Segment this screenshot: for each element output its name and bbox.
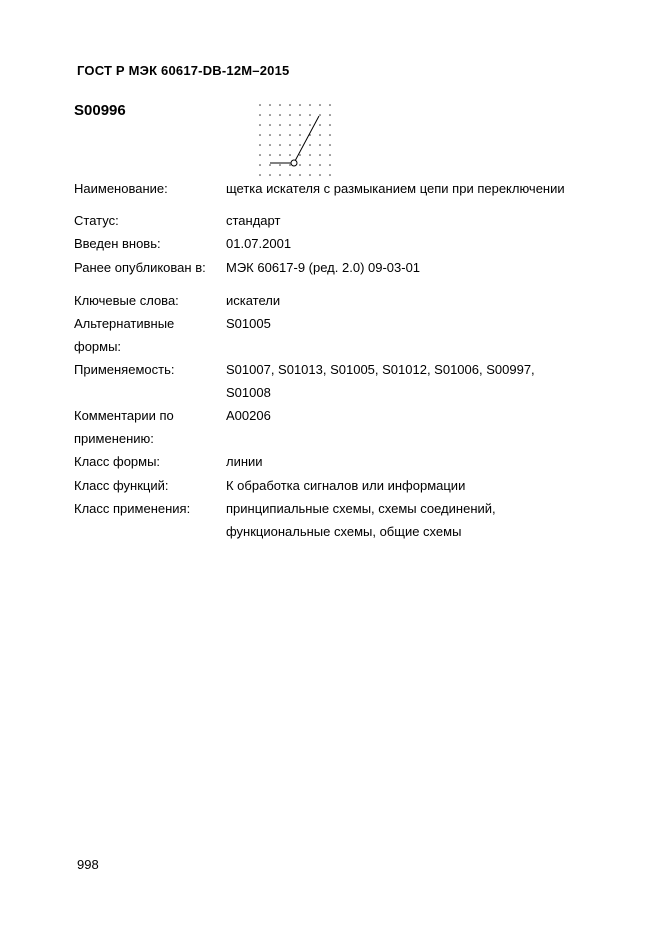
symbol-graphic [255, 100, 335, 180]
field-value: принципиальные схемы, схемы соединений, [226, 501, 496, 516]
pivot-circle [291, 160, 297, 166]
field-value: К обработка сигналов или информации [226, 478, 466, 493]
field-label: Наименование: [74, 181, 168, 196]
field-value: S01008 [226, 385, 271, 400]
page-number: 998 [77, 857, 99, 872]
field-label: Ключевые слова: [74, 293, 179, 308]
field-label: Комментарии по [74, 408, 174, 423]
field-label: формы: [74, 339, 122, 354]
symbol-id: S00996 [74, 102, 126, 119]
field-label: Класс формы: [74, 454, 161, 469]
field-label: применению: [74, 431, 154, 446]
field-value: стандарт [226, 213, 281, 228]
field-value: линии [226, 454, 263, 469]
field-value: функциональные схемы, общие схемы [226, 524, 462, 539]
field-label: Альтернативные [74, 316, 175, 331]
field-value: МЭК 60617-9 (ред. 2.0) 09-03-01 [226, 260, 421, 275]
wiper-line [295, 116, 319, 161]
field-label: Введен вновь: [74, 236, 161, 251]
field-label: Статус: [74, 213, 119, 228]
document-header: ГОСТ Р МЭК 60617-DB-12M–2015 [77, 63, 290, 78]
field-value: A00206 [226, 408, 271, 423]
field-value: искатели [226, 293, 281, 308]
field-value: щетка искателя с размыканием цепи при переключении [226, 181, 565, 196]
field-value: S01007, S01013, S01005, S01012, S01006, S00997, [226, 362, 535, 377]
field-value: 01.07.2001 [226, 236, 292, 251]
field-label: Класс функций: [74, 478, 169, 493]
field-label: Класс применения: [74, 501, 191, 516]
field-value: S01005 [226, 316, 271, 331]
field-label: Применяемость: [74, 362, 175, 377]
field-label: Ранее опубликован в: [74, 260, 206, 275]
